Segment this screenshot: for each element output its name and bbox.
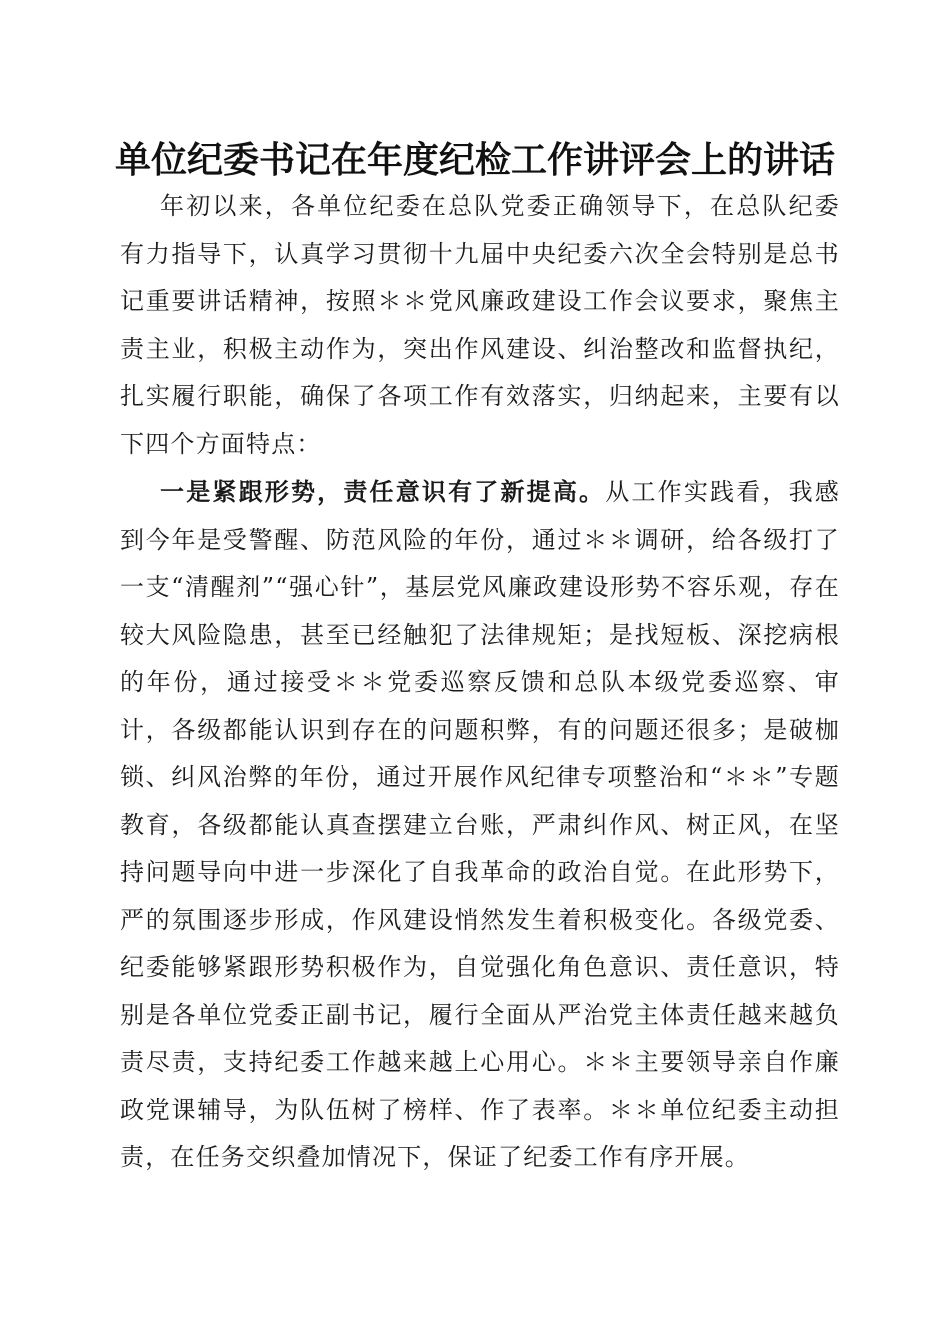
paragraph-point-one-text: 从工作实践看，我感到今年是受警醒、防范风险的年份，通过＊＊调研，给各级打了一支“清醒剂”“强心针”，基层党风廉政建设形势不容乐观，存在较大风险隐患，甚至已经触犯了法律规矩；是找短板、深挖病根的年份，通过接受＊＊党委巡察反馈和总队本级党委巡察、审计，各级都能认识到存在的问题积弊，有的问题还很多；是破枷锁、纠风治弊的年份，通过开展作风纪律专项整治和“＊＊”专题教育，各级都能认真查摆建立台账，严肃纠作风、树正风，在坚持问题导向中进一步深化了自我革命的政治自觉。在此形势下，严的氛围逐步形成，作风建设悄然发生着积极变化。各级党委、纪委能够紧跟形势积极作为，自觉强化角色意识、责任意识，特别是各单位党委正副书记，履行全面从严治党主体责任越来越负责尽责，支持纪委工作越来越上心用心。＊＊主要领导亲自作廉政党课辅导，为队伍树了榜样、作了表率。＊＊单位纪委主动担责，在任务交织叠加情况下，保证了纪委工作有序开展。 — [120, 478, 840, 1171]
paragraph-point-one — [120, 468, 840, 1182]
paragraph-point-one-heading: 一是紧跟形势，责任意识有了新提高。 — [160, 477, 606, 506]
paragraph-intro — [120, 183, 840, 468]
paragraph-intro-text: 年初以来，各单位纪委在总队党委正确领导下，在总队纪委有力指导下，认真学习贯彻十九届中央纪委六次全会特别是总书记重要讲话精神，按照＊＊党风廉政建设工作会议要求，聚焦主责主业，积极主动作为，突出作风建设、纠治整改和监督执纪，扎实履行职能，确保了各项工作有效落实，归纳起来，主要有以下四个方面特点： — [120, 192, 840, 458]
document-body — [120, 183, 840, 1182]
document-title: 单位纪委书记在年度纪检工作讲评会上的讲话 — [114, 139, 835, 181]
